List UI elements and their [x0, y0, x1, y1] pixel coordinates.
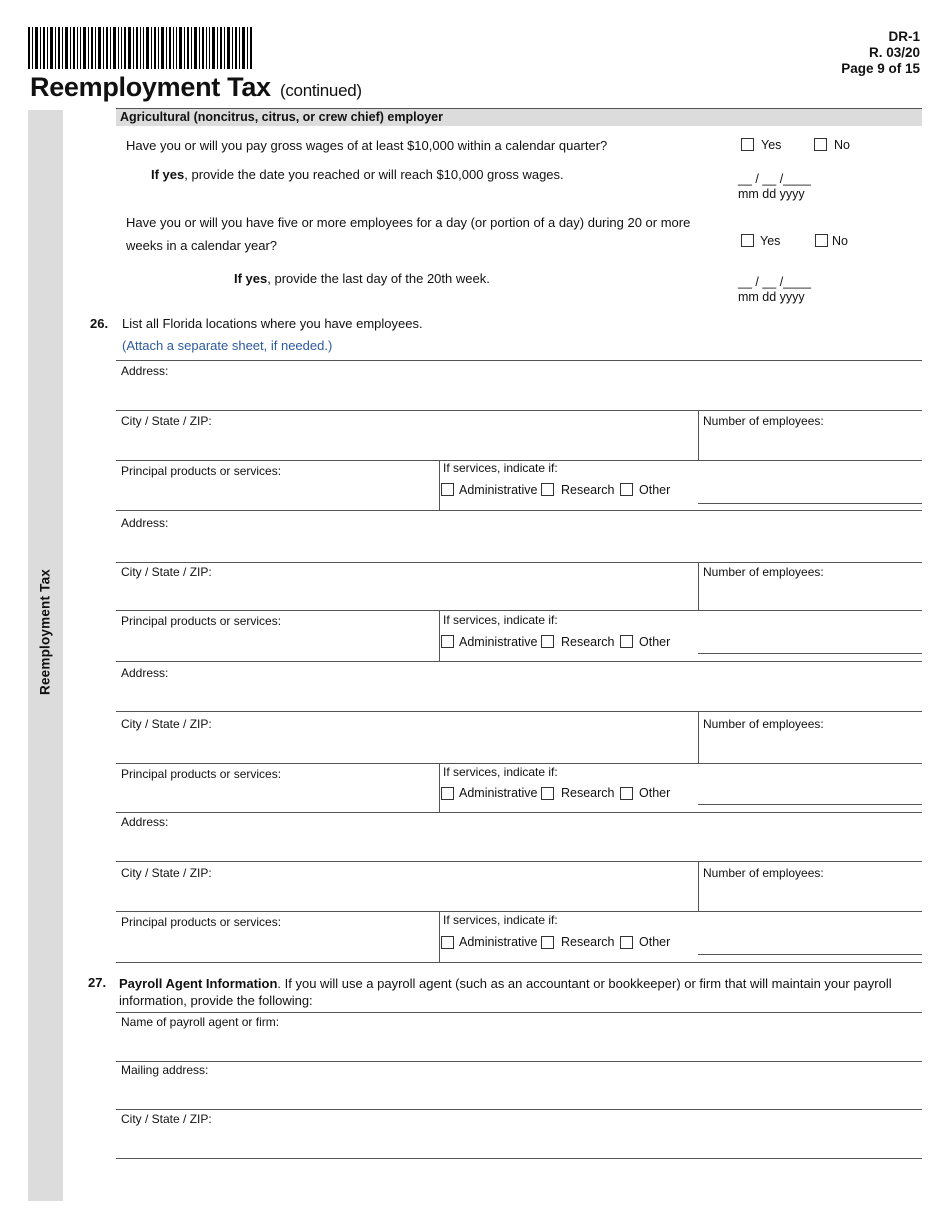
form-id-block: [841, 29, 920, 77]
loc3-employees-label: Number of employees:: [703, 717, 824, 731]
date-blank: __ / __ /____: [738, 172, 811, 186]
loc2-research-label: Research: [561, 635, 615, 649]
loc3-services-label: If services, indicate if:: [443, 765, 558, 779]
agri-q2-ifyes-bold: If yes: [234, 271, 268, 286]
form-number: DR-1: [888, 29, 920, 44]
loc4-research-label: Research: [561, 935, 615, 949]
loc1-admin-label: Administrative: [459, 483, 538, 497]
loc1-address-label: Address:: [121, 364, 169, 378]
agri-q1-no-checkbox[interactable]: [814, 138, 827, 151]
loc2-admin-label: Administrative: [459, 635, 538, 649]
loc1-products-label: Principal products or services:: [121, 464, 282, 478]
agri-q1-ifyes-bold: If yes: [151, 167, 185, 182]
loc3-city-label: City / State / ZIP:: [121, 717, 212, 731]
loc1-admin-checkbox[interactable]: [441, 483, 454, 496]
agri-q2-ifyes: [234, 271, 490, 286]
q27-text-line1: . If you will use a payroll agent (such as an accountant or bookkeeper) or firm that will maintain your payroll: [277, 976, 892, 991]
loc2-other-checkbox[interactable]: [620, 635, 633, 648]
loc4-admin-label: Administrative: [459, 935, 538, 949]
date-format: mm dd yyyy: [738, 290, 805, 304]
loc3-products-label: Principal products or services:: [121, 767, 282, 781]
loc4-research-checkbox[interactable]: [541, 936, 554, 949]
loc2-services-label: If services, indicate if:: [443, 613, 558, 627]
agri-q1-ifyes: [151, 167, 564, 182]
loc4-employees-label: Number of employees:: [703, 866, 824, 880]
loc4-services-label: If services, indicate if:: [443, 913, 558, 927]
q26-text: List all Florida locations where you have employees.: [122, 316, 423, 331]
agri-q2-line2: weeks in a calendar year?: [126, 238, 278, 253]
page-title-suffix: (continued): [279, 81, 362, 100]
loc2-address-label: Address:: [121, 516, 169, 530]
barcode: [28, 27, 252, 69]
q26-note: (Attach a separate sheet, if needed.): [122, 338, 333, 353]
payroll-city-label: City / State / ZIP:: [121, 1112, 212, 1126]
loc2-research-checkbox[interactable]: [541, 635, 554, 648]
agricultural-heading: Agricultural (noncitrus, citrus, or crew chief) employer: [116, 108, 922, 126]
loc4-address-label: Address:: [121, 815, 169, 829]
loc1-city-label: City / State / ZIP:: [121, 414, 212, 428]
loc4-admin-checkbox[interactable]: [441, 936, 454, 949]
loc4-other-label: Other: [639, 935, 671, 949]
agri-q2-no-label: No: [832, 234, 848, 248]
loc1-other-checkbox[interactable]: [620, 483, 633, 496]
date-format: mm dd yyyy: [738, 187, 805, 201]
agri-q2-yes-label: Yes: [760, 234, 781, 248]
loc1-other-label: Other: [639, 483, 671, 497]
loc3-research-checkbox[interactable]: [541, 787, 554, 800]
agri-q1-yes-label: Yes: [761, 138, 782, 152]
agri-q1-date-field[interactable]: [738, 172, 811, 202]
loc1-services-label: If services, indicate if:: [443, 461, 558, 475]
q27-text: [119, 975, 892, 1009]
loc1-employees-label: Number of employees:: [703, 414, 824, 428]
agri-q2-ifyes-rest: , provide the last day of the 20th week.: [267, 271, 490, 286]
loc3-other-checkbox[interactable]: [620, 787, 633, 800]
q27-text-bold: Payroll Agent Information: [119, 976, 278, 991]
q27-text-line2: information, provide the following:: [119, 993, 313, 1008]
agri-q1-no-label: No: [834, 138, 850, 152]
loc1-research-label: Research: [561, 483, 615, 497]
payroll-name-label: Name of payroll agent or firm:: [121, 1015, 280, 1029]
page-title: [30, 72, 362, 103]
payroll-mailing-label: Mailing address:: [121, 1063, 209, 1077]
loc3-other-label: Other: [639, 786, 671, 800]
loc2-city-label: City / State / ZIP:: [121, 565, 212, 579]
form-revision: R. 03/20: [868, 45, 920, 60]
agri-q1-text: Have you or will you pay gross wages of at least $10,000 within a calendar quarter?: [126, 138, 608, 153]
loc2-other-label: Other: [639, 635, 671, 649]
loc4-other-checkbox[interactable]: [620, 936, 633, 949]
page-number: Page 9 of 15: [841, 61, 920, 76]
agri-q2-date-field[interactable]: [738, 275, 811, 305]
agri-q2-text: [126, 211, 690, 257]
date-blank: __ / __ /____: [738, 275, 811, 289]
page-title-text: Reemployment Tax: [30, 72, 271, 102]
loc3-admin-label: Administrative: [459, 786, 538, 800]
sidebar-label: Reemployment Tax: [37, 569, 53, 695]
loc3-admin-checkbox[interactable]: [441, 787, 454, 800]
loc3-address-label: Address:: [121, 666, 169, 680]
loc4-products-label: Principal products or services:: [121, 915, 282, 929]
agri-q2-no-checkbox[interactable]: [815, 234, 828, 247]
loc2-employees-label: Number of employees:: [703, 565, 824, 579]
agri-q2-line1: Have you or will you have five or more employees for a day (or portion of a day) during 20 or more: [126, 215, 691, 230]
agri-q2-yes-checkbox[interactable]: [741, 234, 754, 247]
q27-number: 27.: [88, 975, 107, 990]
loc2-admin-checkbox[interactable]: [441, 635, 454, 648]
loc3-research-label: Research: [561, 786, 615, 800]
loc1-research-checkbox[interactable]: [541, 483, 554, 496]
loc2-products-label: Principal products or services:: [121, 614, 282, 628]
q26-number: 26.: [90, 316, 109, 331]
agri-q1-yes-checkbox[interactable]: [741, 138, 754, 151]
loc4-city-label: City / State / ZIP:: [121, 866, 212, 880]
agri-q1-ifyes-rest: , provide the date you reached or will reach $10,000 gross wages.: [184, 167, 564, 182]
